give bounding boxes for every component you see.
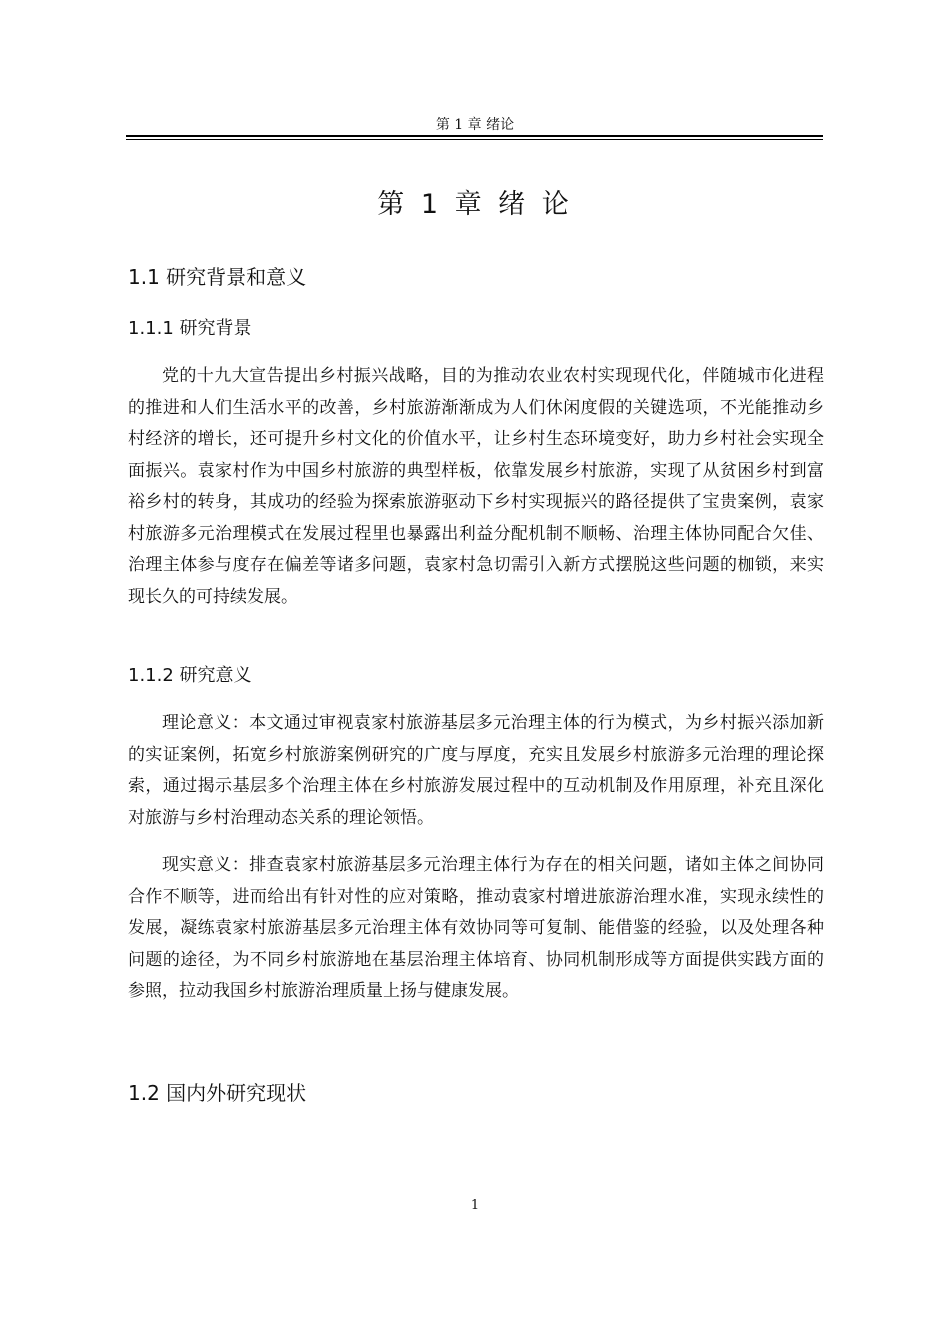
running-header: 第 1 章 绪论 — [435, 117, 515, 133]
section-heading-1-1-1: 1.1.1 研究背景 — [128, 318, 252, 339]
paragraph-practical-significance: 现实意义：排查袁家村旅游基层多元治理主体行为存在的相关问题，诸如主体之间协同合作不顺等，进而给出有针对性的应对策略，推动袁家村增进旅游治理水准，实现永续性的发展，凝练袁家村旅游基层多元治理主体有效协同等可复制、能借鉴的经验，以及处理各种问题的途径，为不同乡村旅游地在基层治理主体培育、协同机制形成等方面提供实践方面的参照，拉动我国乡村旅游治理质量上扬与健康发展。 — [128, 855, 824, 1001]
chapter-title: 第 1 章 绪 论 — [377, 189, 573, 220]
section-heading-1-1-2: 1.1.2 研究意义 — [128, 665, 252, 686]
section-heading-1-1: 1.1 研究背景和意义 — [128, 265, 307, 289]
paragraph-research-background: 党的十九大宣告提出乡村振兴战略，目的为推动农业农村实现现代化，伴随城市化进程的推进和人们生活水平的改善，乡村旅游渐渐成为人们休闲度假的关键选项，不光能推动乡村经济的增长，还可提升乡村文化的价值水平，让乡村生态环境变好，助力乡村社会实现全面振兴。袁家村作为中国乡村旅游的典型样板，依靠发展乡村旅游，实现了从贫困乡村到富裕乡村的转身，其成功的经验为探索旅游驱动下乡村实现振兴的路径提供了宝贵案例，袁家村旅游多元治理模式在发展过程里也暴露出利益分配机制不顺畅、治理主体协同配合欠佳、治理主体参与度存在偏差等诸多问题，袁家村急切需引入新方式摆脱这些问题的枷锁，来实现长久的可持续发展。 — [128, 366, 824, 607]
header-rule-thick — [126, 135, 823, 137]
page-number: 1 — [470, 1198, 480, 1213]
section-heading-1-2: 1.2 国内外研究现状 — [128, 1081, 307, 1105]
paragraph-theoretical-significance: 理论意义：本文通过审视袁家村旅游基层多元治理主体的行为模式，为乡村振兴添加新的实证案例，拓宽乡村旅游案例研究的广度与厚度，充实且发展乡村旅游多元治理的理论探索，通过揭示基层多个治理主体在乡村旅游发展过程中的互动机制及作用原理，补充且深化对旅游与乡村治理动态关系的理论领悟。 — [128, 713, 824, 828]
header-rule-thin — [126, 139, 823, 140]
